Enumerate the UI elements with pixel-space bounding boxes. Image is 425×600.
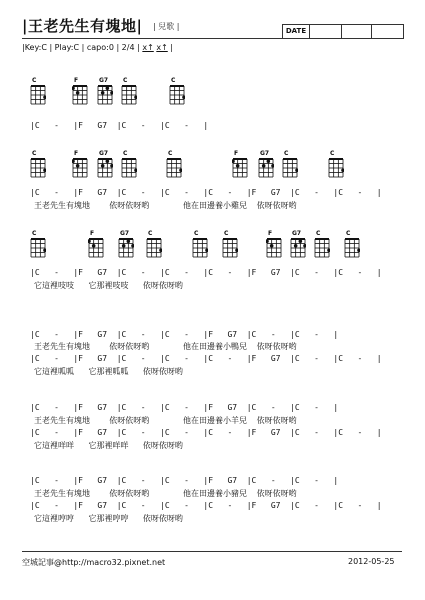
chord-diagram-f [266, 229, 282, 258]
fretboard-grid [121, 85, 137, 105]
chord-diagram-f [88, 229, 104, 258]
header-rule [22, 38, 402, 39]
chord-diagram-c [282, 149, 298, 178]
strum-mark: x↑ [156, 43, 168, 52]
chord-diagram-g7 [290, 229, 306, 258]
key-info-end: | [167, 43, 174, 52]
finger-dot [127, 239, 131, 243]
chord-diagram-g7 [258, 149, 274, 178]
chord-diagram-name: G7 [99, 150, 109, 157]
chord-diagram-f [72, 149, 88, 178]
key-info: |Key:C | Play:C | capo:0 | 2/4 | [22, 43, 143, 52]
chord-diagram-g7 [97, 149, 113, 178]
chord-diagram-name: G7 [99, 77, 109, 84]
verse2-lyric-1: 王老先生有塊地 依呀依呀哟 他在田邊養小鴨兒 依呀依呀哟 [34, 342, 297, 351]
finger-dot [271, 164, 274, 168]
song-category: | 兒歌 | [153, 22, 180, 31]
finger-dot [110, 91, 113, 95]
chord-diagram-name: C [32, 77, 37, 84]
finger-dot [270, 244, 274, 248]
fretboard-grid [121, 158, 137, 178]
finger-dot [101, 164, 105, 168]
chord-diagram-name: C [284, 150, 289, 157]
chord-diagram-c [344, 229, 360, 258]
chord-diagram-name: C [148, 230, 153, 237]
fretboard-grid [232, 158, 248, 178]
chord-diagram-c [121, 76, 137, 105]
fretboard-grid [97, 85, 113, 105]
finger-dot [294, 244, 298, 248]
verse2-chord-line-2: |C - |F G7 |C - |C - |C - |F G7 |C - |C - | [30, 354, 382, 363]
verse4-chord-line-1: |C - |F G7 |C - |C - |F G7 |C - |C - | [30, 476, 339, 485]
finger-dot [357, 248, 360, 252]
date-cell-divider [371, 25, 372, 38]
chord-diagram-f [232, 149, 248, 178]
finger-dot [262, 164, 266, 168]
verse3-chord-line-1: |C - |F G7 |C - |C - |F G7 |C - |C - | [30, 403, 339, 412]
chord-diagram-c [30, 149, 46, 178]
chord-diagram-name: C [123, 77, 128, 84]
chord-diagram-name: C [330, 150, 335, 157]
finger-dot [110, 164, 113, 168]
finger-dot [182, 95, 185, 99]
chord-diagram-name: C [194, 230, 199, 237]
chord-diagram-c [30, 229, 46, 258]
finger-dot [106, 86, 110, 90]
chord-diagram-name: G7 [120, 230, 130, 237]
chord-diagram-name: F [90, 230, 95, 237]
finger-dot [327, 248, 330, 252]
finger-dot [267, 159, 271, 163]
fretboard-grid [30, 85, 46, 105]
chord-diagram-c [121, 149, 137, 178]
chord-diagram-c [146, 229, 162, 258]
finger-dot [131, 244, 134, 248]
chord-diagram-c [222, 229, 238, 258]
fretboard-grid [222, 238, 238, 258]
finger-dot [134, 95, 137, 99]
song-info-line [22, 43, 173, 52]
chord-diagram-name: G7 [292, 230, 302, 237]
finger-dot [341, 168, 344, 172]
date-box [282, 24, 404, 39]
finger-dot [43, 248, 46, 252]
finger-dot [122, 244, 126, 248]
chord-diagram-name: G7 [260, 150, 270, 157]
fretboard-grid [97, 158, 113, 178]
finger-dot [134, 168, 137, 172]
date-cell-divider [341, 25, 342, 38]
verse1-lyric: 王老先生有塊地 依呀依呀哟 他在田邊養小雞兒 依呀依呀哟 [34, 201, 297, 210]
verse3-chord-line-2: |C - |F G7 |C - |C - |C - |F G7 |C - |C - | [30, 428, 382, 437]
finger-dot [205, 248, 208, 252]
fretboard-grid [282, 158, 298, 178]
fretboard-grid [328, 158, 344, 178]
chord-diagram-c [30, 76, 46, 105]
fretboard-grid [118, 238, 134, 258]
verse3-lyric-1: 王老先生有塊地 依呀依呀哟 他在田邊養小羊兒 依呀依呀哟 [34, 416, 297, 425]
verse1-chord-line: |C - |F G7 |C - |C - |C - |F G7 |C - |C - | [30, 188, 382, 197]
fretboard-grid [72, 158, 88, 178]
chord-diagram-name: C [316, 230, 321, 237]
fretboard-grid [266, 238, 282, 258]
fretboard-grid [166, 158, 182, 178]
chord-diagram-name: F [268, 230, 273, 237]
finger-dot [92, 244, 96, 248]
chord-diagram-c [328, 149, 344, 178]
chord-diagram-name: F [74, 77, 79, 84]
verse2-chord-line-1: |C - |F G7 |C - |C - |F G7 |C - |C - | [30, 330, 339, 339]
verse1b-lyric: 它這裡吱吱 它那裡吱吱 依呀依呀哟 [34, 281, 183, 290]
finger-dot [235, 248, 238, 252]
chord-diagram-name: C [32, 150, 37, 157]
verse1b-chord-line: |C - |F G7 |C - |C - |C - |F G7 |C - |C - | [30, 268, 382, 277]
finger-dot [159, 248, 162, 252]
finger-dot [179, 168, 182, 172]
chord-diagram-name: C [346, 230, 351, 237]
chord-diagram-c [166, 149, 182, 178]
fretboard-grid [344, 238, 360, 258]
fretboard-grid [30, 158, 46, 178]
finger-dot [303, 244, 306, 248]
fretboard-grid [290, 238, 306, 258]
fretboard-grid [72, 85, 88, 105]
chord-diagram-name: C [224, 230, 229, 237]
chord-diagram-c [192, 229, 208, 258]
finger-dot [299, 239, 303, 243]
fretboard-grid [192, 238, 208, 258]
finger-dot [43, 95, 46, 99]
finger-dot [295, 168, 298, 172]
finger-dot [76, 164, 80, 168]
fretboard-grid [30, 238, 46, 258]
verse4-lyric-1: 王老先生有塊地 依呀依呀哟 他在田邊養小豬兒 依呀依呀哟 [34, 489, 297, 498]
chord-diagram-g7 [97, 76, 113, 105]
chord-diagram-name: C [171, 77, 176, 84]
chord-diagram-name: F [234, 150, 239, 157]
chord-diagram-name: C [123, 150, 128, 157]
fretboard-grid [146, 238, 162, 258]
verse4-chord-line-2: |C - |F G7 |C - |C - |C - |F G7 |C - |C - | [30, 501, 382, 510]
finger-dot [106, 159, 110, 163]
chord-diagram-name: C [32, 230, 37, 237]
fretboard-grid [169, 85, 185, 105]
finger-dot [76, 91, 80, 95]
fretboard-grid [88, 238, 104, 258]
verse4-lyric-2: 它這裡哼哼 它那裡哼哼 依呀依呀哟 [34, 514, 183, 523]
strum-mark: x↑ [142, 43, 154, 52]
date-label: DATE [283, 25, 310, 38]
chord-diagram-name: F [74, 150, 79, 157]
chord-diagram-c [314, 229, 330, 258]
footer-rule [22, 551, 402, 552]
verse2-lyric-2: 它這裡呱呱 它那裡呱呱 依呀依呀哟 [34, 367, 183, 376]
finger-dot [43, 168, 46, 172]
finger-dot [236, 164, 240, 168]
chord-diagram-f [72, 76, 88, 105]
fretboard-grid [258, 158, 274, 178]
finger-dot [101, 91, 105, 95]
footer-date: 2012-05-25 [348, 557, 395, 566]
footer-credit: 空城記事@http://macro32.pixnet.net [22, 558, 166, 567]
intro-chord-line: |C - |F G7 |C - |C - | [30, 121, 209, 130]
chord-diagram-name: C [168, 150, 173, 157]
song-title: |王老先生有塊地| [22, 17, 143, 35]
chord-diagram-c [169, 76, 185, 105]
verse3-lyric-2: 它這裡咩咩 它那裡咩咩 依呀依呀哟 [34, 441, 183, 450]
chord-diagram-g7 [118, 229, 134, 258]
fretboard-grid [314, 238, 330, 258]
